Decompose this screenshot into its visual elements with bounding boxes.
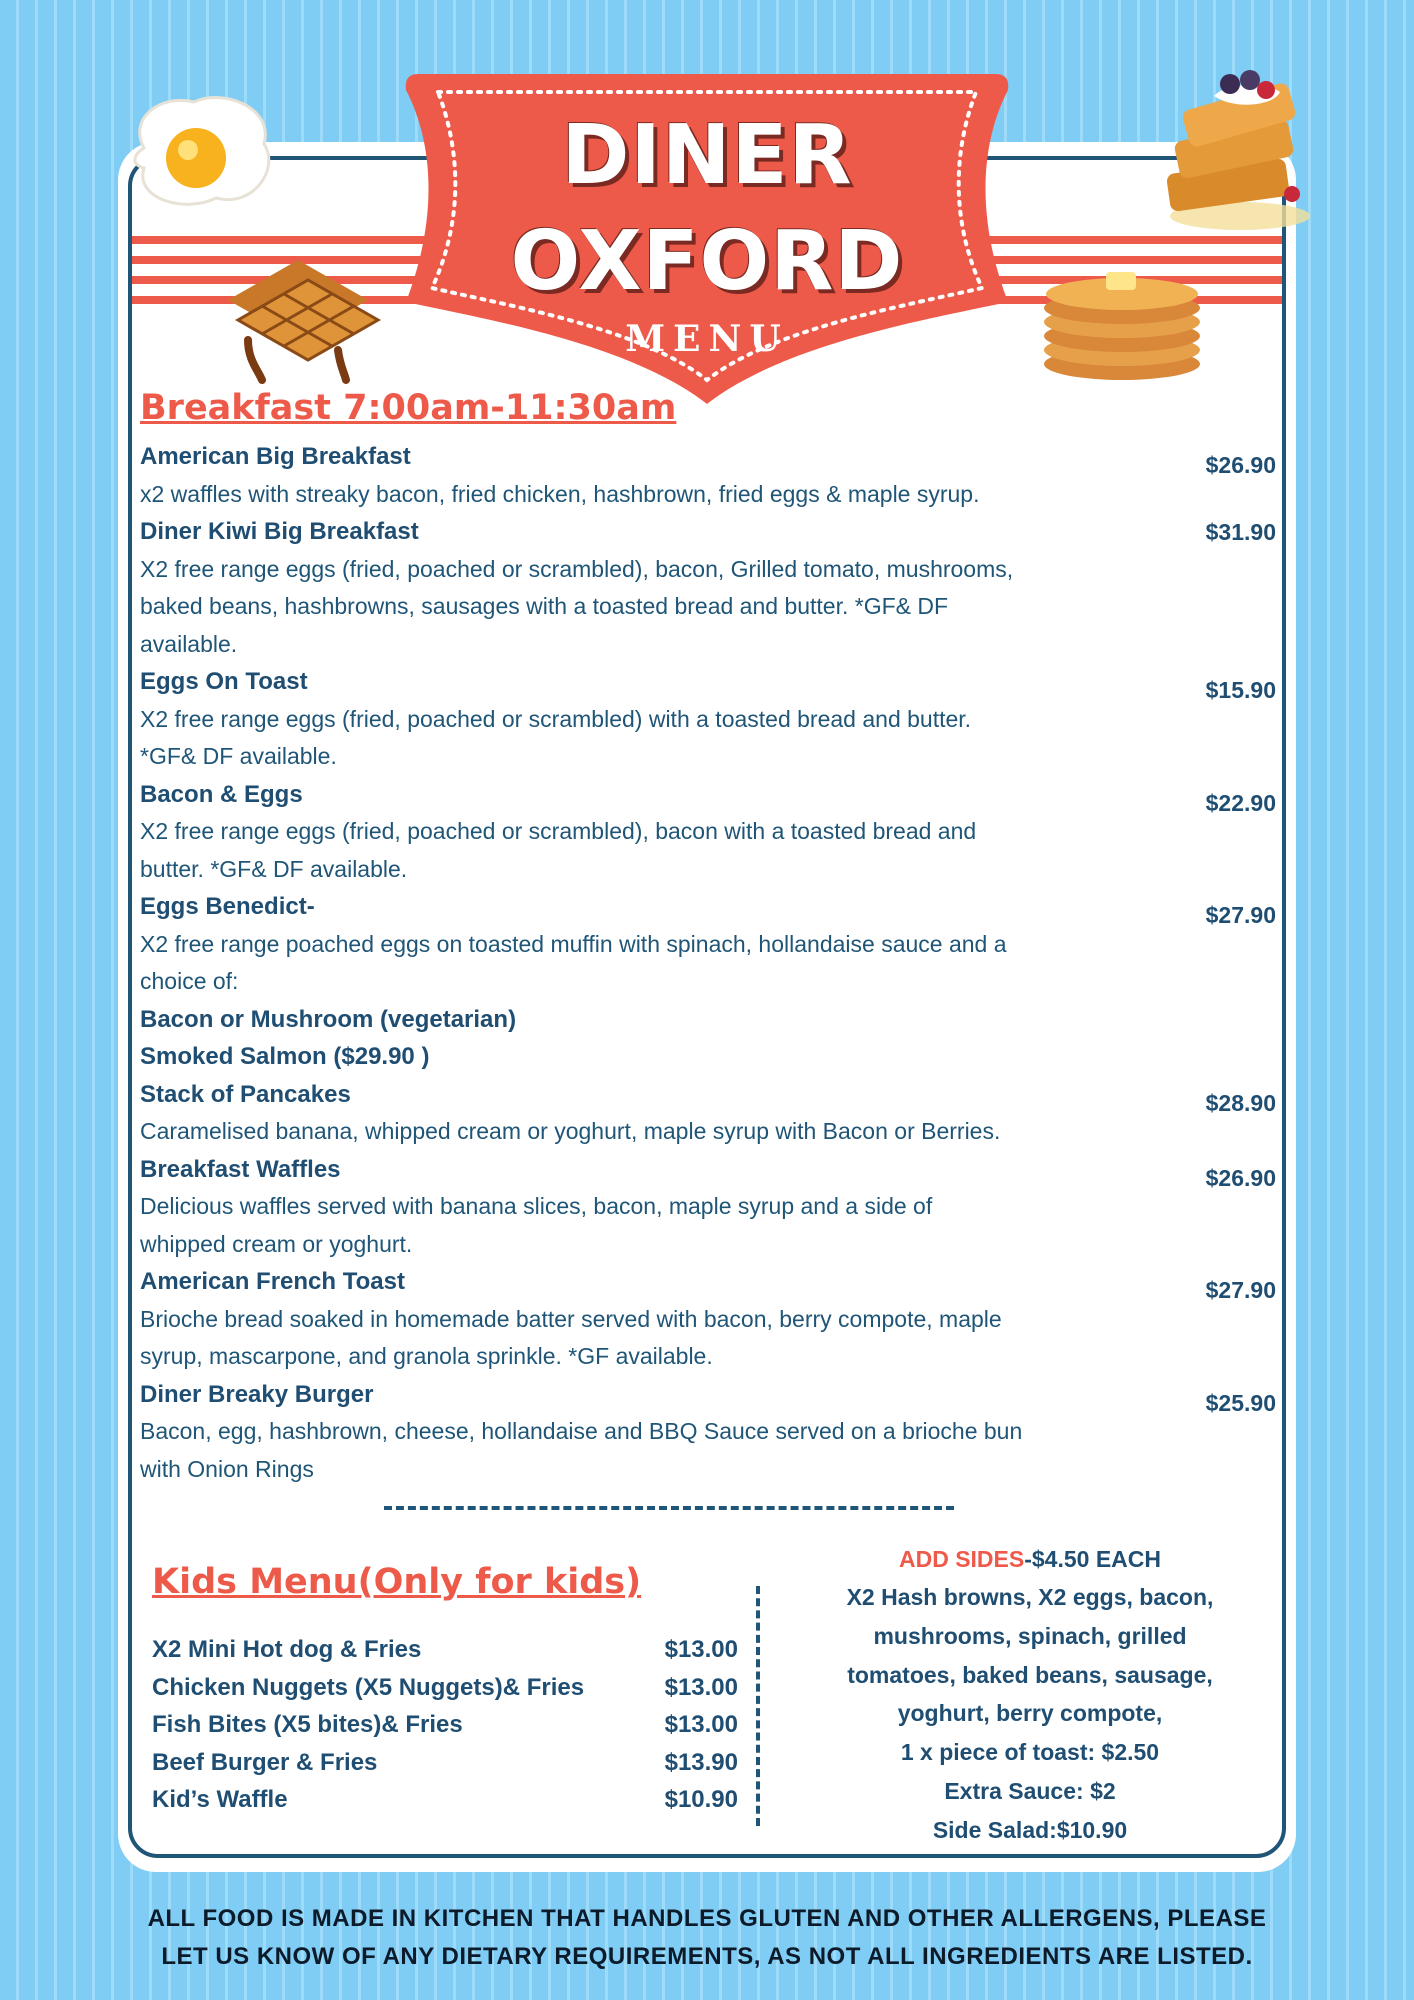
kids-item-name: Chicken Nuggets (X5 Nuggets)& Fries bbox=[152, 1673, 585, 1701]
menu-item-description: butter. *GF& DF available. bbox=[140, 855, 408, 882]
menu-item-description: *GF& DF available. bbox=[140, 743, 337, 769]
allergen-notice-line: LET US KNOW OF ANY DIETARY REQUIREMENTS, AS NOT ALL INGREDIENTS ARE LISTED. bbox=[161, 1943, 1253, 1970]
menu-item-name: American French Toast bbox=[140, 1268, 405, 1295]
kids-item-price: $10.90 bbox=[664, 1786, 738, 1813]
menu-item bbox=[140, 1376, 1276, 1489]
menu-item-description: available. bbox=[140, 630, 238, 657]
menu-item-name: Diner Breaky Burger bbox=[140, 1380, 374, 1408]
breakfast-list bbox=[140, 438, 1276, 1488]
menu-item-price: $26.90 bbox=[1205, 1164, 1276, 1191]
menu-item-description: choice of: bbox=[140, 968, 239, 994]
sides-heading bbox=[800, 1540, 1260, 1578]
sides-line: yoghurt, berry compote, bbox=[897, 1700, 1163, 1727]
sides-panel bbox=[800, 1540, 1260, 1850]
menu-item-name: Eggs Benedict- bbox=[140, 893, 315, 920]
menu-item-description: Bacon, egg, hashbrown, cheese, hollandaise and BBQ Sauce served on a brioche bun bbox=[140, 1418, 1023, 1444]
kids-item-name: Beef Burger & Fries bbox=[152, 1748, 378, 1776]
title-oxford: OXFORD bbox=[510, 214, 904, 309]
kids-item-price: $13.00 bbox=[664, 1636, 738, 1663]
breakfast-heading: Breakfast 7:00am-11:30am bbox=[140, 388, 677, 428]
menu-item-price: $26.90 bbox=[1205, 452, 1276, 478]
menu-item bbox=[140, 513, 1276, 663]
kids-item bbox=[152, 1631, 738, 1669]
menu-item-price: $22.90 bbox=[1205, 789, 1276, 816]
french-toast-icon bbox=[1154, 66, 1316, 234]
menu-item-price: $15.90 bbox=[1205, 677, 1276, 703]
kids-item-price: $13.90 bbox=[664, 1748, 738, 1776]
menu-item-description: with Onion Rings bbox=[140, 1455, 314, 1482]
menu-item-price: $25.90 bbox=[1205, 1389, 1276, 1416]
menu-item-option: Bacon or Mushroom (vegetarian) bbox=[140, 1005, 517, 1033]
sides-label: ADD SIDES bbox=[898, 1546, 1025, 1572]
kids-item bbox=[152, 1781, 738, 1819]
kids-item-price: $13.00 bbox=[664, 1711, 738, 1738]
kids-item-name: X2 Mini Hot dog & Fries bbox=[152, 1636, 422, 1663]
menu-item bbox=[140, 1076, 1276, 1151]
sides-line: Extra Sauce: $2 bbox=[944, 1777, 1116, 1804]
menu-item bbox=[140, 1263, 1276, 1376]
menu-item-description: Caramelised banana, whipped cream or yoghurt, maple syrup with Bacon or Berries. bbox=[140, 1118, 1001, 1144]
menu-item-name: Breakfast Waffles bbox=[140, 1155, 341, 1183]
menu-item-name: Bacon & Eggs bbox=[140, 780, 303, 808]
kids-item bbox=[152, 1744, 738, 1782]
kids-list bbox=[152, 1631, 738, 1819]
menu-item-description: Delicious waffles served with banana slices, bacon, maple syrup and a side of bbox=[140, 1193, 933, 1219]
menu-item-description: X2 free range poached eggs on toasted muffin with spinach, hollandaise sauce and a bbox=[140, 930, 1007, 957]
menu-item bbox=[140, 776, 1276, 889]
sides-line: X2 Hash browns, X2 eggs, bacon, bbox=[846, 1584, 1214, 1610]
sides-line: tomatoes, baked beans, sausage, bbox=[847, 1661, 1213, 1688]
sides-line: mushrooms, spinach, grilled bbox=[873, 1622, 1187, 1649]
sides-line: 1 x piece of toast: $2.50 bbox=[900, 1739, 1160, 1766]
waffles-icon bbox=[218, 240, 388, 388]
menu-item-description: baked beans, hashbrowns, sausages with a toasted bread and butter. *GF& DF bbox=[140, 593, 949, 619]
kids-item-name: Kid’s Waffle bbox=[152, 1786, 288, 1813]
kids-item-price: $13.00 bbox=[664, 1673, 738, 1701]
menu-item-name: Stack of Pancakes bbox=[140, 1080, 351, 1108]
title-banner bbox=[404, 74, 1010, 404]
menu-item-price: $28.90 bbox=[1205, 1089, 1276, 1116]
pancakes-icon bbox=[1038, 262, 1208, 382]
menu-item-description: X2 free range eggs (fried, poached or scrambled) with a toasted bread and butter. bbox=[140, 705, 972, 732]
menu-item-description: x2 waffles with streaky bacon, fried chicken, hashbrown, fried eggs & maple syrup. bbox=[140, 480, 980, 507]
menu-item-name: American Big Breakfast bbox=[140, 443, 411, 470]
menu-item-name: Diner Kiwi Big Breakfast bbox=[140, 518, 419, 545]
menu-item-price: $27.90 bbox=[1205, 1277, 1276, 1303]
fried-egg-icon bbox=[124, 88, 280, 214]
menu-item-price: $27.90 bbox=[1205, 902, 1276, 928]
menu-item bbox=[140, 663, 1276, 776]
menu-item-option: Smoked Salmon ($29.90 ) bbox=[140, 1043, 430, 1070]
sides-line: Side Salad:$10.90 bbox=[932, 1816, 1128, 1843]
allergen-notice bbox=[60, 1900, 1354, 1976]
menu-item-price: $31.90 bbox=[1205, 519, 1276, 545]
menu-item-description: X2 free range eggs (fried, poached or scrambled), bacon, Grilled tomato, mushrooms, bbox=[140, 555, 1014, 582]
menu-item-description: Brioche bread soaked in homemade batter served with bacon, berry compote, maple bbox=[140, 1305, 1002, 1332]
kids-heading: Kids Menu(Only for kids) bbox=[152, 1562, 642, 1602]
kids-item bbox=[152, 1706, 738, 1744]
allergen-notice-line: ALL FOOD IS MADE IN KITCHEN THAT HANDLES GLUTEN AND OTHER ALLERGENS, PLEASE bbox=[147, 1905, 1267, 1932]
vertical-divider bbox=[756, 1586, 760, 1826]
section-divider bbox=[384, 1506, 954, 1510]
menu-item-description: whipped cream or yoghurt. bbox=[140, 1230, 413, 1257]
kids-item bbox=[152, 1669, 738, 1707]
menu-item-description: X2 free range eggs (fried, poached or scrambled), bacon with a toasted bread and bbox=[140, 818, 977, 844]
title-diner: DINER bbox=[561, 108, 853, 203]
menu-item-description: syrup, mascarpone, and granola sprinkle. *GF available. bbox=[140, 1343, 713, 1369]
sides-price: -$4.50 EACH bbox=[1024, 1546, 1162, 1572]
menu-item-name: Eggs On Toast bbox=[140, 668, 308, 695]
menu-item bbox=[140, 888, 1276, 1076]
sides-lines bbox=[800, 1578, 1260, 1850]
menu-item bbox=[140, 438, 1276, 513]
menu-subtitle: MENU bbox=[625, 318, 789, 360]
menu-item bbox=[140, 1151, 1276, 1264]
kids-item-name: Fish Bites (X5 bites)& Fries bbox=[152, 1711, 463, 1738]
